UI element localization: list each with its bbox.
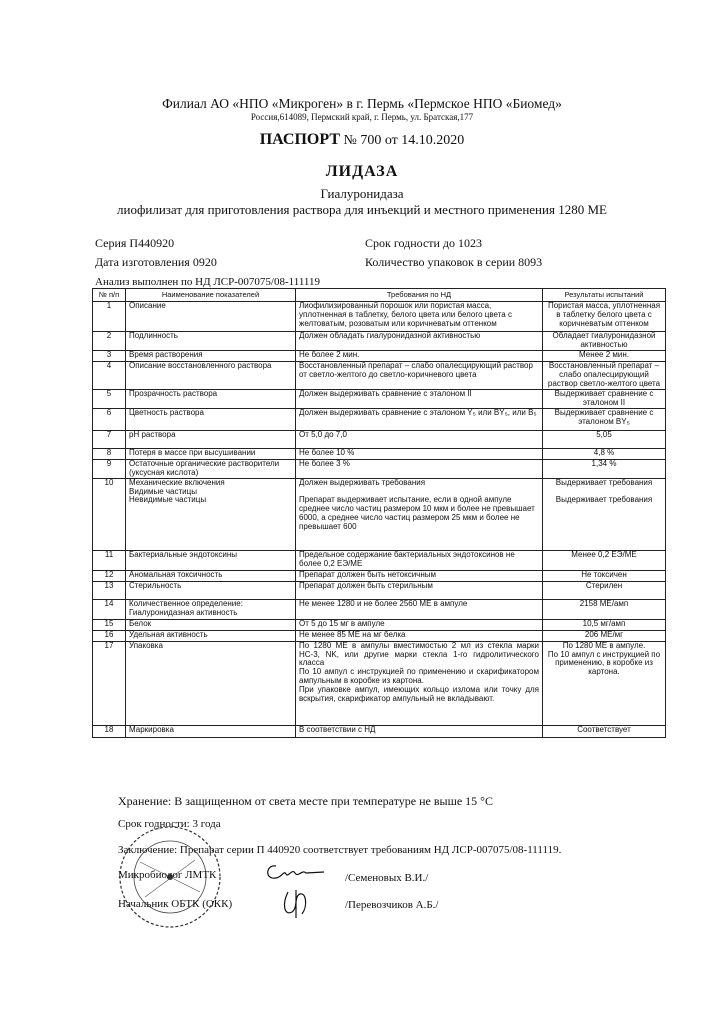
table-row — [93, 581, 666, 599]
table-row — [93, 630, 666, 641]
cell-requirement: Должен выдерживать сравнение с эталоном II — [296, 389, 543, 408]
cell-requirement: В соответствии с НД — [296, 725, 543, 737]
cell-requirement: Восстановленный препарат – слабо опалесцирующий раствор от светло-желтого до светло-коричневого цвета — [296, 361, 543, 389]
header-requirements: Требования по НД — [296, 289, 543, 302]
table-row — [93, 599, 666, 619]
cell-result: Выдерживает требования Выдерживает требования — [543, 478, 666, 550]
cell-number: 2 — [93, 332, 126, 351]
table-row — [93, 550, 666, 570]
header-results: Результаты испытаний — [543, 289, 666, 302]
manufacture-date: Дата изготовления 0920 — [95, 255, 217, 269]
cell-number: 16 — [93, 630, 126, 641]
cell-result: 4,8 % — [543, 448, 666, 459]
head-title: Начальник ОБТК (ОКК) — [118, 898, 233, 910]
cell-number: 14 — [93, 599, 126, 619]
cell-indicator: Упаковка — [126, 641, 296, 725]
cell-number: 9 — [93, 459, 126, 478]
cell-requirement: Лиофилизированный порошок или пористая масса, уплотненная в таблетку, белого цвета или белого цвета с желтоватым, розоватым или коричневатым оттенком — [296, 302, 543, 332]
table-row — [93, 350, 666, 361]
cell-requirement: Предельное содержание бактериальных эндотоксинов не более 0,2 ЕЭ/МЕ — [296, 550, 543, 570]
cell-indicator: Бактериальные эндотоксины — [126, 550, 296, 570]
table-row — [93, 459, 666, 478]
table-row — [93, 361, 666, 389]
cell-result: Пористая масса, уплотненная в таблетку белого цвета с коричневатым оттенком — [543, 302, 666, 332]
cell-requirement: Должен выдерживать требования Препарат выдерживает испытание, если в одной ампуле среднее число частиц размером 10 мкм и более не превышает 6000, а среднее число частиц размером 25 мкм и более не превышает 600 — [296, 478, 543, 550]
results-table — [92, 288, 666, 738]
shelf-life: Срок годности: 3 года — [118, 818, 221, 830]
header-indicator: Наименование показателей — [126, 289, 296, 302]
cell-requirement: Не менее 1280 и не более 2560 МЕ в ампуле — [296, 599, 543, 619]
signature-icon — [272, 886, 322, 922]
signature-icon — [262, 858, 330, 886]
cell-indicator: Прозрачность раствора — [126, 389, 296, 408]
cell-result: 5,05 — [543, 430, 666, 448]
cell-number: 3 — [93, 350, 126, 361]
table-row — [93, 389, 666, 408]
table-row — [93, 478, 666, 550]
cell-requirement: Не более 3 % — [296, 459, 543, 478]
cell-number: 4 — [93, 361, 126, 389]
cell-indicator: Маркировка — [126, 725, 296, 737]
cell-indicator: Время растворения — [126, 350, 296, 361]
series: Серия П440920 — [95, 236, 175, 250]
product-name: ЛИДАЗА — [325, 163, 399, 180]
cell-result: Соответствует — [543, 725, 666, 737]
passport-label: ПАСПОРТ — [259, 131, 340, 148]
cell-number: 1 — [93, 302, 126, 332]
cell-indicator: Потеря в массе при высушивании — [126, 448, 296, 459]
cell-requirement: Препарат должен быть стерильным — [296, 581, 543, 599]
cell-indicator: Механические включения Видимые частицы Невидимые частицы — [126, 478, 296, 550]
cell-result: 2158 МЕ/амп — [543, 599, 666, 619]
conclusion: Заключение: Препарат серии П 440920 соответствует требованиям НД ЛСР-007075/08-111119. — [118, 844, 562, 856]
cell-indicator: Стерильность — [126, 581, 296, 599]
cell-number: 10 — [93, 478, 126, 550]
cell-indicator: Описание восстановленного раствора — [126, 361, 296, 389]
cell-requirement: От 5 до 15 мг в ампуле — [296, 619, 543, 630]
table-row — [93, 725, 666, 737]
cell-number: 18 — [93, 725, 126, 737]
cell-result: Выдерживает сравнение с эталоном BY₅ — [543, 408, 666, 430]
cell-requirement: Не более 10 % — [296, 448, 543, 459]
cell-indicator: Подлинность — [126, 332, 296, 351]
table-row — [93, 408, 666, 430]
cell-result: 10,5 мг/амп — [543, 619, 666, 630]
cell-requirement: Не более 2 мин. — [296, 350, 543, 361]
cell-requirement: Должен обладать гиалуронидазной активностью — [296, 332, 543, 351]
cell-indicator: Цветность раствора — [126, 408, 296, 430]
cell-requirement: Не менее 85 МЕ на мг белка — [296, 630, 543, 641]
cell-number: 15 — [93, 619, 126, 630]
analysis-basis: Анализ выполнен по НД ЛСР-007075/08-111119 — [95, 276, 321, 288]
table-row — [93, 448, 666, 459]
cell-indicator: Белок — [126, 619, 296, 630]
cell-number: 13 — [93, 581, 126, 599]
cell-indicator: Удельная активность — [126, 630, 296, 641]
passport-title — [0, 131, 724, 149]
cell-indicator: Описание — [126, 302, 296, 332]
table-row — [93, 302, 666, 332]
cell-number: 11 — [93, 550, 126, 570]
cell-number: 17 — [93, 641, 126, 725]
table-row — [93, 570, 666, 581]
cell-result: Менее 2 мин. — [543, 350, 666, 361]
branch-name: Филиал АО «НПО «Микроген» в г. Пермь «Пермское НПО «Биомед» — [162, 96, 562, 111]
cell-indicator: pH раствора — [126, 430, 296, 448]
cell-result: 206 МЕ/мг — [543, 630, 666, 641]
table-row — [93, 332, 666, 351]
cell-number: 6 — [93, 408, 126, 430]
cell-result: Стерилен — [543, 581, 666, 599]
cell-requirement: Должен выдерживать сравнение с эталоном Y₅ или BY₅, или B₅ — [296, 408, 543, 430]
inn-name: Гиалуронидаза — [320, 186, 404, 201]
cell-result: Восстановленный препарат – слабо опалесцирующий раствор светло-желтого цвета — [543, 361, 666, 389]
header-number: № п/п — [93, 289, 126, 302]
cell-result: Не токсичен — [543, 570, 666, 581]
passport-number: № 700 от 14.10.2020 — [343, 133, 465, 148]
table-row — [93, 641, 666, 725]
cell-indicator: Аномальная токсичность — [126, 570, 296, 581]
expiry: Срок годности до 1023 — [365, 236, 483, 250]
dosage-form: лиофилизат для приготовления раствора для инъекций и местного применения 1280 МЕ — [117, 202, 607, 217]
cell-indicator: Количественное определение: Гиалуронидазная активность — [126, 599, 296, 619]
address: Россия,614089, Пермский край, г. Пермь, ул. Братская,177 — [250, 112, 474, 122]
microbiologist-title: Микробиолог ЛМТК — [118, 869, 217, 881]
cell-requirement: По 1280 МЕ в ампулы вместимостью 2 мл из стекла марки НС-3, NK, или другие марки стекла 1-го гидролитического класса По 10 ампул с инструкцией по применению и скарификатором ампульным в коробке из картона. При упаковке ампул, имеющих кольцо излома или точку для вскрытия, скарификатор ампульный не вкладывают. — [296, 641, 543, 725]
table-row — [93, 430, 666, 448]
cell-result: По 1280 МЕ в ампуле. По 10 ампул с инструкцией по применению, в коробке из картона. — [543, 641, 666, 725]
cell-result: Обладает гиалуронидазной активностью — [543, 332, 666, 351]
head-name: /Перевозчиков А.Б./ — [345, 899, 439, 911]
cell-number: 7 — [93, 430, 126, 448]
cell-number: 5 — [93, 389, 126, 408]
microbiologist-name: /Семеновых В.И./ — [345, 872, 429, 884]
table-header-row — [93, 289, 666, 302]
cell-number: 12 — [93, 570, 126, 581]
cell-result: 1,34 % — [543, 459, 666, 478]
table-row — [93, 619, 666, 630]
cell-result: Менее 0,2 ЕЭ/МЕ — [543, 550, 666, 570]
package-count: Количество упаковок в серии 8093 — [365, 255, 543, 269]
cell-requirement: От 5,0 до 7,0 — [296, 430, 543, 448]
cell-indicator: Остаточные органические растворители (уксусная кислота) — [126, 459, 296, 478]
cell-number: 8 — [93, 448, 126, 459]
cell-requirement: Препарат должен быть нетоксичным — [296, 570, 543, 581]
cell-result: Выдерживает сравнение с эталоном II — [543, 389, 666, 408]
storage-conditions: Хранение: В защищенном от света месте при температуре не выше 15 °С — [118, 794, 493, 808]
